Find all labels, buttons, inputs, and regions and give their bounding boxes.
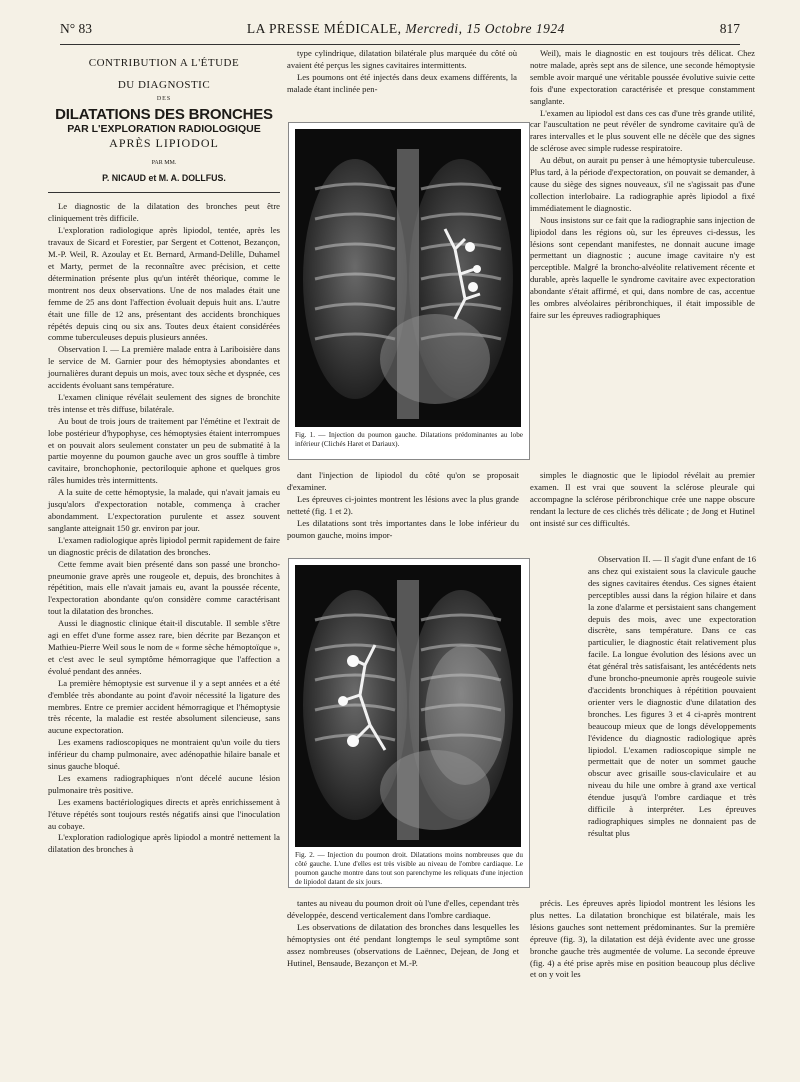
paragraph: Les examens bactériologiques directs et après enrichissement à l'étuve répétés sont toujours restés négatifs ainsi que l'inoculation au cobaye.	[48, 796, 280, 831]
article-title-block	[48, 56, 280, 184]
column-3-observation-ii	[588, 554, 756, 840]
paragraph: tantes au niveau du poumon droit où l'une d'elles, cependant très développée, descend verticalement dans l'ombre cardiaque.	[287, 898, 519, 920]
paragraph: Aussi le diagnostic clinique était-il discutable. Il semble s'être agi en effet d'une forme assez rare, bien décrite par Bezançon et Mathieu-Pierre Weil sous le nom de « forme sèche hémoptoïque », et c'est avec le seul symptôme hémorragique que l'affection a évolué pendant des années.	[48, 618, 280, 676]
figure-2-caption: Fig. 2. — Injection du poumon droit. Dilatations moins nombreuses que du côté gauche. L'une d'elles est très visible au niveau de l'ombre cardiaque. Le poumon gauche montre dans tout son parenchyme les reliquats d'une injection de lipiodol datant de six jours.	[295, 851, 523, 886]
column-2-top	[287, 48, 517, 96]
paragraph: type cylindrique, dilatation bilatérale plus marquée du côté où avaient été perçus les signes cavitaires intermittents.	[287, 48, 517, 70]
paragraph: Observation II. — Il s'agit d'une enfant de 16 ans chez qui existaient sous la clavicule gauche des signes cavitaires étendus. Ces signes étaient perceptibles aussi dans la région hilaire et dans la zone d'alarme et persistaient sans changement depuis des mois, avec une expectoration discrète, sans température. Dans ce cas particulier, le diagnostic était relativement plus facile. La longue évolution des lésions avec un état général très satisfaisant, les antécédents nets d'une broncho-pneumonie après rougeole suivie d'accidents bronchiques à répétition pouvaient orienter vers le diagnostic d'une dilatation des bronches. Les figures 3 et 4 ci-après montrent beaucoup mieux que de longs développements l'évidence du diagnostic radiologique après lipiodol. L'examen radioscopique simple ne permettait que de noter un sommet gauche obscur avec grisaille sous-claviculaire et au niveau du hile une ombre à grand axe vertical étendue jusqu'à l'ombre cardiaque et très difficile à interpréter. Les épreuves radiographiques simples ne donnaient pas de résultat plus	[588, 554, 756, 838]
page-number: 817	[719, 21, 740, 36]
article-title: DILATATIONS DES BRONCHES	[55, 105, 273, 123]
column-2-bottom	[287, 898, 519, 969]
paragraph: L'examen clinique révélait seulement des signes de bronchite très intense et très diffuse, bilatérale.	[48, 391, 280, 414]
issue-number: N° 83	[60, 21, 93, 36]
figure-2	[288, 558, 530, 888]
paragraph: L'examen au lipiodol est dans ces cas d'une très grande utilité, car l'auscultation ne peut révéler de syndrome cavitaire qu'à de rares intervalles et le plus souvent elle ne décèle que des signes de sclérose avec simple rudesse respiratoire.	[530, 107, 755, 154]
paragraph: précis. Les épreuves après lipiodol montrent les lésions les plus nettes. La dilatation bronchique est bilatérale, mais les lésions gauches sont nettement prédominantes. Sur la première épreuve (fig. 3), la dilatation est déjà évidente avec une grosse bronche gauche très augmentée de volume. La seconde épreuve (fig. 4) a été prise après mise en position beaucoup plus déclive et on y voit les	[530, 898, 755, 980]
running-header	[60, 18, 740, 45]
column-3-middle	[530, 470, 755, 530]
paragraph: A la suite de cette hémoptysie, la malade, qui n'avait jamais eu jusqu'alors d'expectoration notable, commença à cracher abondamment. L'expectoration purulente et assez souvent sanglante atteignait 150 gr. environ par jour.	[48, 487, 280, 533]
journal-name: LA PRESSE MÉDICALE	[246, 21, 398, 36]
figure-2-radiograph	[295, 565, 521, 847]
paragraph: Cette femme avait bien présenté dans son passé une broncho-pneumonie grave après une rougeole et, depuis, des bronchites à répétition, mais elle n'avait jamais eu, avant la poussée récente, l'expectoration abondante qu'on considère comme caractérisant tout la dilatation des bronches.	[48, 558, 280, 617]
column-2-middle	[287, 470, 519, 541]
figure-1-caption: Fig. 1. — Injection du poumon gauche. Dilatations prédominantes au lobe inférieur (Clichés Haret et Dariaux).	[295, 431, 523, 448]
column-3-top	[530, 48, 755, 322]
figure-1-radiograph	[295, 129, 521, 427]
title-line-2: DU DIAGNOSTIC	[117, 79, 211, 91]
paragraph: Le diagnostic de la dilatation des bronches peut être cliniquement très difficile.	[48, 201, 280, 224]
paragraph: Les examens radiographiques n'ont décelé aucune lésion pulmonaire très positive.	[48, 772, 280, 795]
article-subtitle-2: APRÈS LIPIODOL	[109, 135, 219, 150]
paragraph: Les observations de dilatation des bronches dans lesquelles les hémoptysies ont été pendant longtemps le seul symptôme sont assez nombreuses (observations de Laënnec, Dejean, de Jong et Hutinel, Bensaude, Bezançon et M.-P.	[287, 921, 519, 968]
paragraph: L'exploration radiologique après lipiodol, tentée, après les travaux de Sicard et Forestier, par Sergent et Cottenot, Bezançon, M.-P. Weil, R. Azoulay et Et. Bernard, Armand-Delille, Duhamel et Marty, permet de la reconnaître avec précision, et cette détermination présente plus qu'un intérêt théorique, comme le montrent nos deux observations. Une de nos malades était une femme de 25 ans dont l'affection évoluait depuis huit ans. L'autre était une fille de 12 ans, présentant des accidents bronchiques répétés depuis cinq ou six ans. Toutes deux étaient considérées comme tuberculeuses depuis plusieurs années.	[48, 225, 280, 343]
paragraph: Les examens radioscopiques ne montraient qu'un voile du tiers inférieur du champ pulmonaire, avec adénopathie hilaire banale et sinus gauche bloqué.	[48, 737, 280, 772]
paragraph: Observation I. — La première malade entra à Lariboisière dans le service de M. Garnier pour des hémoptysies abondantes et journalières durant depuis un mois, avec toux sèche et dyspnée, ces accidents évoluant sans température.	[48, 344, 280, 391]
paragraph: L'exploration radiologique après lipiodol a montré nettement la dilatation des bronches à	[48, 832, 280, 855]
col1-text	[48, 201, 280, 856]
paragraph: Weil), mais le diagnostic en est toujours très délicat. Chez notre malade, après sept ans de silence, une seconde hémoptysie semble avoir marqué une véritable poussée évolutive suivie cette fois d'une expectoration caractérisée et presque constamment sanglante.	[530, 48, 755, 106]
paragraph: Au début, on aurait pu penser à une hémoptysie tuberculeuse. Plus tard, à la période d'expectoration, on pouvait se demander, à cause du siège des signes nouveaux, s'il ne s'agissait pas d'une collection interlobaire. La radiographie après lipiodol a fixé immédiatement le diagnostic.	[530, 155, 755, 213]
paragraph: La première hémoptysie est survenue il y a sept années et a été d'emblée très abondante au point d'avoir nécessité la ligature des membres. Entre ce premier accident hémorragique et l'hémoptysie très récente, la maladie est restée absolument silencieuse, sans aucune expectoration.	[48, 677, 280, 736]
paragraph: Les poumons ont été injectés dans deux examens différents, la malade étant inclinée pen-	[287, 71, 517, 94]
figure-1	[288, 122, 530, 460]
journal-date-line: LA PRESSE MÉDICALE, Mercredi, 15 Octobre 1924	[246, 21, 565, 36]
issue-date: Mercredi, 15 Octobre 1924	[405, 21, 565, 36]
title-des: DES	[156, 96, 172, 102]
paragraph: simples le diagnostic que le lipiodol révélait au premier examen. Il est vrai que souvent la sclérose pleurale qui accompagne la sclérose péribronchique crée une nappe obscure rendant la lecture de ces clichés très délicate ; de Jong et Hutinel ont insisté sur ces difficultés.	[530, 470, 755, 528]
article-subtitle: PAR L'EXPLORATION RADIOLOGIQUE	[67, 122, 261, 135]
paragraph: L'examen radiologique après lipiodol permit rapidement de faire un diagnostic précis de dilatation des bronches.	[48, 534, 280, 557]
title-rule	[48, 192, 280, 193]
paragraph: Les épreuves ci-jointes montrent les lésions avec la plus grande netteté (fig. 1 et 2).	[287, 493, 519, 516]
paragraph: Nous insistons sur ce fait que la radiographie sans injection de lipiodol dans les régions où, sur les épreuves ci-dessus, les lésions sont cependant manifestes, ne donnait aucune image permettant un diagnostic ; aucune image cavitaire n'y est perceptible. Malgré la broncho-alvéolite relativement récente et durable, après laquelle le syndrome cavitaire avec expectoration abondante s'était affirmé, et qui, dans nombre de cas, accentue les ombres alvéolaires péribronchiques, il était impossible de faire sur les épreuves radiographiques	[530, 214, 755, 320]
column-1	[48, 48, 280, 856]
article-authors: P. NICAUD et M. A. DOLLFUS.	[102, 172, 226, 183]
paragraph: Au bout de trois jours de traitement par l'émétine et l'extrait de lobe postérieur d'hypophyse, ces hémoptysies étaient interrompues et on pouvait alors seulement constater un peu de submatité à la partie moyenne du poumon gauche avec un gros souffle à timbre cavitaire, bronchophonie, pectoriloquie aphone et quelques gros râles humides très intermittents.	[48, 415, 280, 486]
paragraph: Les dilatations sont très importantes dans le lobe inférieur du poumon gauche, moins impor-	[287, 517, 519, 540]
by-line-label: PAR MM.	[151, 159, 177, 166]
column-3-bottom	[530, 898, 755, 981]
title-line-1: CONTRIBUTION A L'ÉTUDE	[88, 57, 240, 69]
paragraph: dant l'injection de lipiodol du côté qu'on se proposait d'examiner.	[287, 470, 519, 492]
